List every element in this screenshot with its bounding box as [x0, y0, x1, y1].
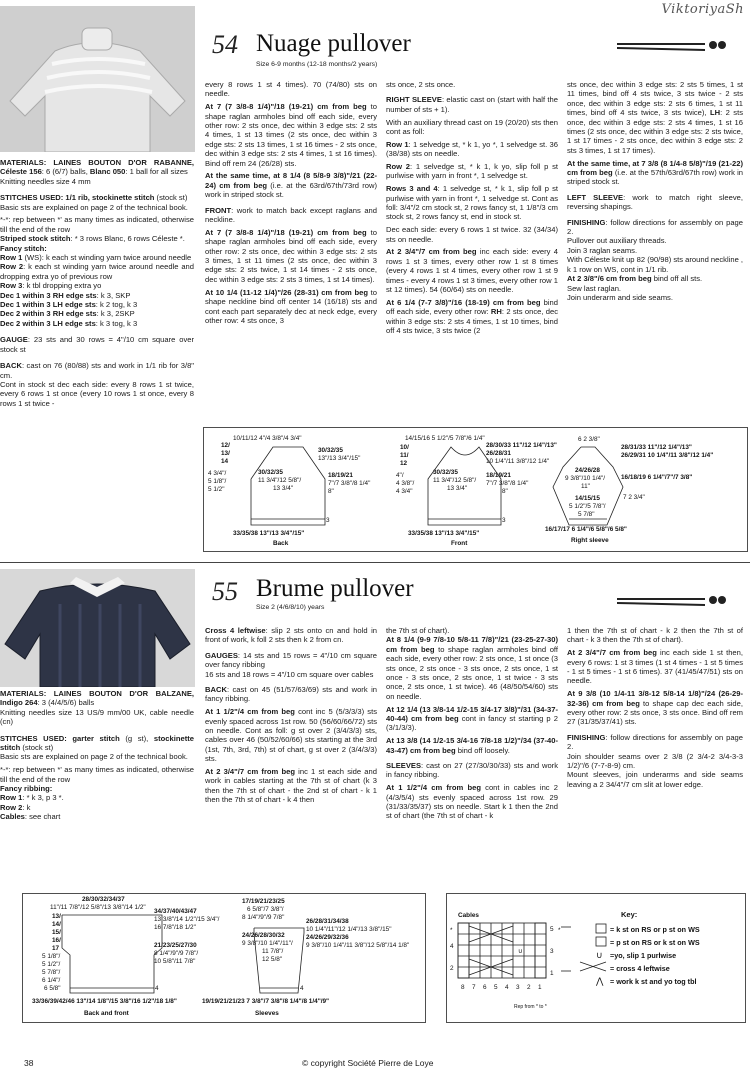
- text: Join 3 raglan seams.: [567, 245, 638, 255]
- heading: At the same time, at 8 1/4 (8 5/8-9 3/8)"/21 (22-24) cm from beg: [205, 171, 377, 190]
- schematic-label: Front: [451, 540, 468, 547]
- finishing-heading: FINISHING: [567, 217, 606, 227]
- dimension-label: 3: [502, 517, 506, 524]
- chart-row-label: 5: [550, 926, 554, 933]
- text: 16 sts and 18 rows = 4"/10 cm square over cables: [205, 669, 374, 679]
- dimension-label: 4 3/8"/: [396, 480, 415, 487]
- heading: At 13 3/8 (14 1/2-15 3/4-16 7/8-18 1/2)"/34 (37-40-43-47) cm from beg: [386, 736, 558, 755]
- dimension-label: 33/36/39/42/46 13"/14 1/8"/15 3/8"/16 1/2"/18 1/8": [32, 998, 177, 1005]
- row-label: Row 1: [0, 253, 23, 263]
- dimension-label: 13/: [221, 450, 230, 457]
- dimension-label: 8": [502, 488, 508, 495]
- heading: At 9 3/8 (10 1/4-11 3/8-12 5/8-14 1/8)"/24 (26-29-32-36) cm from beg: [567, 689, 743, 708]
- dimension-label: 3: [326, 517, 330, 524]
- dimension-label: 4 3/4"/: [208, 470, 227, 477]
- text: to shape cap dec each side, every other row: 2 sts once, 3 sts once. Bind off rem 27 (31/35/37/41) sts.: [567, 698, 743, 727]
- dimension-label: 5 1/8"/: [42, 953, 61, 960]
- pattern-55-size: Size 2 (4/6/8/10) years: [256, 604, 325, 611]
- tbl-symbol-icon: ⋀: [596, 976, 604, 986]
- back-heading: BACK: [0, 361, 22, 371]
- text: cont inc 5 (5/3/3/3) sts evenly spaced across 1st row. 50 (56/60/66/72) sts on needle. Cont as foll: g st over 2 (3/4/3/3) sts, cables over 46 (50/52/60/66) sts starting at the 3rd (1st, 7th, 3rd, 7th) st of chart, g st over 2 (3/4/3/3) sts.: [205, 707, 377, 764]
- fancy-heading: Fancy stitch:: [0, 243, 47, 253]
- chart-col-label: 1: [538, 984, 542, 991]
- brume-pullover-photo: [0, 569, 195, 687]
- heading: Cross 4 leftwise: [205, 626, 266, 635]
- dimension-label: 5 1/2": [208, 486, 225, 493]
- heading: At 7 (7 3/8-8 1/4)"/18 (19-21) cm from beg: [205, 102, 367, 112]
- dimension-label: 10/: [400, 444, 409, 451]
- row-label: Dec 2 within 3 LH edge sts: [0, 318, 96, 328]
- chart-row-label: 1: [550, 970, 554, 977]
- knit-symbol-icon: [596, 924, 606, 933]
- needles-text: Knitting needles size 13 US/9 mm/00 UK, cable needle (cn): [0, 707, 194, 727]
- materials-text: : 3 (4/4/5/6) balls: [37, 698, 95, 708]
- row-label: Dec 1 within 3 RH edge sts: [0, 290, 97, 300]
- stitches-heading: STITCHES USED: 1/1 rib, stockinette stitch: [0, 193, 155, 203]
- text: : cast on 27 (27/30/30/33) sts and work in fancy ribbing.: [386, 761, 558, 780]
- dimension-label: 17: [52, 945, 60, 952]
- rh-label: RH: [490, 307, 502, 317]
- row-text: : * k 3, p 3 *.: [22, 793, 64, 803]
- dimension-label: 8 1/4"/9"/9 7/8"/: [154, 950, 199, 957]
- row-text: : k 3 tog, k 3: [95, 318, 138, 328]
- schematic-label: Right sleeve: [571, 537, 609, 544]
- text: inc 1 st each side and work in cables starting at the 7th st of chart (k 3 then the 7th st of chart - the 2nd st of chart - k 1 then the 7th st of chart - k 4 then: [205, 767, 377, 805]
- pattern-55-number: 55: [212, 577, 238, 606]
- p55-column-1: [0, 689, 194, 825]
- text: With Céleste knit up 82 (90/98) sts around neckline , k 1 row on WS, cont in 1/1 rib.: [567, 255, 744, 274]
- dimension-label: 11 3/4"/12 5/8"/: [433, 477, 477, 484]
- heading: At 2 3/8"/6 cm from beg: [567, 274, 652, 284]
- heading: At 1 1/2"/4 cm from beg: [386, 783, 481, 793]
- row-text: : k 3, SKP: [96, 290, 131, 300]
- dimension-label: 4"/: [396, 472, 404, 479]
- back-schematic: [208, 435, 370, 547]
- heading: At 12 1/4 (13 3/8-14 1/2-15 3/4-17 3/8)"/31 (34-37-40-44) cm from beg: [386, 704, 558, 724]
- basic-text: Basic sts are explained on page 2 of the technical book.: [0, 202, 188, 212]
- lh-label: LH: [709, 108, 721, 118]
- text: : 1 selvedge st, * k 1, yo *, 1 selvedge st. 36 (38/38) sts on needle.: [386, 139, 558, 159]
- stitches-heading: stockinette stitch: [0, 733, 194, 753]
- row-text: : k 2 tog, k 3: [95, 300, 138, 310]
- text: 1 then the 7th st of chart - k 2 then the 7th st of chart - k 3 then the 7th st of chart).: [567, 626, 743, 645]
- dimension-label: 24/26/28: [575, 467, 600, 474]
- text: With an auxiliary thread cast on 19 (20/20) sts then cont as foll:: [386, 117, 558, 137]
- heading: At 8 1/4 (9-9 7/8-10 5/8-11 7/8)"/21 (23-25-27-30) cm from beg: [386, 635, 558, 654]
- text: to shape raglan armholes bind off each side, every other row: 2 sts once, 1 st once (3 sts once, 2 sts once - 3 sts once, 2 sts once, 1 st once - 3 sts once, 2 sts once, 1 st twice - 3 sts once, 2 sts once, 1 st twice). 46 (48/50/54/60) sts on needle.: [386, 644, 559, 701]
- p54-column-4: [567, 80, 743, 306]
- pattern-55-title: Brume pullover: [256, 575, 414, 602]
- basic-text: Basic sts are explained on page 2 of the technical book.: [0, 752, 188, 762]
- rep-text: *-*: rep between *' as many times as indicated, otherwise till the end of the row: [0, 215, 194, 234]
- text: every 8 rows 1 st 4 times). 70 (74/80) sts on needle.: [205, 80, 377, 99]
- section-divider: [0, 562, 750, 563]
- heading: At 2 3/4"/7 cm from beg: [205, 767, 295, 777]
- chart-symbol: ∪: [518, 948, 523, 955]
- watermark: ViktoriyaSh: [661, 2, 744, 17]
- heading: At 2 3/4"/7 cm from beg: [386, 247, 477, 257]
- text: Join shoulder seams over 2 3/8 (2 3/4-2 3/4-3-3 1/2)"/6 (7-7-8-9) cm.: [567, 751, 743, 771]
- heading: Row 1: [386, 139, 409, 149]
- text: bind off each side, every other row:: [386, 297, 558, 317]
- dimension-label: 19/19/21/21/23 7 3/8"/7 3/8"/8 1/4"/8 1/4"/9": [202, 998, 330, 1005]
- nuage-pullover-photo: [0, 6, 195, 152]
- p55-column-2: [205, 626, 377, 808]
- text: inc each side: every 4 rows 1 st 3 times, every other row 1 st 8 times (every 4 rows 1 st 4 times, every other row 1 st 9 times - every 4 rows 1 st 3 times, every other row 1 st 12 times). 54 (60/64) sts on needle.: [386, 247, 558, 295]
- dimension-label: 10 5/8"/11 7/8": [154, 958, 196, 965]
- schematic-label: Back and front: [84, 1010, 129, 1017]
- materials-text: : 6 (6/7) balls,: [41, 167, 90, 177]
- heading: Row 2: [386, 162, 411, 172]
- materials-blanc-text: : 1 ball for all sizes: [125, 167, 188, 177]
- dimension-label: 16 7/8"/18 1/2": [154, 924, 196, 931]
- dimension-label: 4: [155, 985, 159, 992]
- right-sleeve-heading: RIGHT SLEEVE: [386, 95, 442, 105]
- pattern-54-title: Nuage pullover: [256, 30, 411, 57]
- heading: At the same time, at 7 3/8 (8 1/4-8 5/8)"/19 (21-22) cm from beg: [567, 158, 743, 178]
- dimension-label: 7 2 3/4": [623, 494, 645, 501]
- body-schematic: [32, 896, 220, 1017]
- chart-col-label: 6: [483, 984, 487, 991]
- text: cont in fancy st starting p 2 (3/1/3/3).: [386, 714, 558, 733]
- dimension-label: 12 5/8": [262, 956, 283, 963]
- text: (i.e. at the 63rd/67th/73rd row) work in striped stock st.: [205, 180, 377, 200]
- dimension-label: 34/37/40/43/47: [154, 908, 197, 915]
- dimension-label: 11 7/8"/: [262, 948, 284, 955]
- page-number: 38: [24, 1058, 34, 1068]
- sleeves-schematic: [202, 898, 409, 1017]
- row-text: (WS): k each st winding yarn twice around needle: [22, 253, 192, 263]
- dimension-label: 7"/7 3/8"/8 1/4": [486, 480, 529, 487]
- dimension-label: 5 1/2"/: [42, 961, 61, 968]
- text: : work to match right sleeve, reversing shapings.: [567, 192, 743, 212]
- dimension-label: 6 2 3/8": [578, 436, 600, 443]
- key-title: Key:: [621, 910, 638, 919]
- dimension-label: 6 5/8"/7 3/8"/: [247, 906, 284, 913]
- striped-heading: Striped stock stitch: [0, 234, 71, 244]
- chart-key: [580, 910, 700, 986]
- dimension-label: 9 3/8"/10 1/4"/: [565, 475, 606, 482]
- front-schematic: [396, 435, 557, 547]
- front-heading: FRONT: [205, 205, 232, 215]
- materials-heading: MATERIALS: LAINES BOUTON D'OR RABANNE, Céleste 156: [0, 158, 194, 177]
- heading: At 2 3/4"/7 cm from beg: [567, 648, 657, 658]
- row-label: Dec 2 within 3 RH edge sts: [0, 309, 97, 319]
- text: the 7th st of chart).: [386, 626, 450, 635]
- pattern-54-number: 54: [212, 30, 238, 59]
- text: Dec each side: every 6 rows 1 st twice. 32 (34/34) sts on needle.: [386, 225, 558, 244]
- text: to shape raglan armholes bind off each side, every other row: 2 sts once, dec within 3 edge sts: 2 sts 4 times, 1 st 13 times (2 sts once, dec within 3 edge sts: 2 sts 13 times, 1 st 16 times - 2 sts once, dec within 3 edge sts: 2 sts 4 times, 1 st 16 times). Bind off rem 24 (26/28) sts.: [205, 102, 377, 168]
- dimension-label: 4: [300, 985, 304, 992]
- text: : 2 sts once, dec within 3 edge sts: 2 sts 4 times, 1 st 10 times, bind off 4 sts twice, 3 sts twice (2: [386, 307, 558, 336]
- materials-heading: MATERIALS: LAINES BOUTON D'OR BALZANE, Indigo 264: [0, 689, 194, 708]
- row-label: Row 2: [0, 802, 23, 812]
- cables-label: Cables: [0, 812, 25, 822]
- dimension-label: 14: [221, 458, 229, 465]
- dimension-label: 13 3/8"/14 1/2"/15 3/4"/: [154, 916, 220, 923]
- text: : follow directions for assembly on page 2.: [567, 217, 743, 237]
- cross-symbol-icon: [580, 962, 606, 971]
- rep-text: *-*: rep between *' as many times as indicated, otherwise till the end of the row: [0, 765, 194, 784]
- text: inc each side 1 st then, every 6 rows: 1 st 3 times (1 st 4 times - 1 st 5 times - 1 st 5 times - 1 st 6 times). 37 (41/45/47/51) sts on needle.: [567, 648, 743, 686]
- text: sts once, 2 sts once.: [386, 80, 456, 89]
- dimension-label: 8 1/4"/9"/9 7/8": [242, 914, 285, 921]
- gauge-text: : 23 sts and 30 rows = 4"/10 cm square over stock st: [0, 335, 194, 354]
- knitting-needles-icon: [617, 590, 727, 610]
- dimension-label: 10/11/12 4"/4 3/8"/4 3/4": [233, 435, 302, 442]
- back-heading: BACK: [205, 685, 227, 695]
- chart-col-label: 4: [505, 984, 509, 991]
- sweater-illustration: [0, 6, 195, 152]
- row-label: Row 1: [0, 793, 23, 803]
- schematic-label: Back: [273, 540, 289, 547]
- chart-grid: [458, 923, 546, 978]
- chart-row-label: 3: [550, 948, 554, 955]
- chart-row-label: 2: [450, 965, 454, 972]
- gauges-heading: GAUGES: [205, 650, 238, 660]
- dimension-label: 4 3/4": [396, 488, 413, 495]
- dimension-label: 24/26/28/30/32: [242, 932, 285, 939]
- key-item: = work k st and yo tog tbl: [610, 977, 697, 986]
- dimension-label: 13 3/4": [447, 485, 468, 492]
- stitches-text: (stock st): [20, 743, 54, 753]
- chart-col-label: 5: [494, 984, 498, 991]
- text: (i.e. at the 57th/63rd/67th row) work in striped stock st.: [567, 168, 743, 187]
- dimension-label: 12/: [221, 442, 230, 449]
- dimension-label: 17/19/21/23/25: [242, 898, 285, 905]
- dimension-label: 26/29/31 10 1/4"/11 3/8"/12 1/4": [621, 452, 714, 459]
- stitches-text: (stock st): [154, 193, 188, 203]
- dimension-label: 15/: [52, 929, 61, 936]
- text: sts once, dec within 3 edge sts: 2 sts 5 times, 1 st 11 times, bind off 4 sts twice, 3 sts twice - 2 sts once, dec within 3 edge sts: 2 sts 6 times, 1 st 11 times, bind off 4 sts twice, 3 sts twice),: [567, 80, 743, 118]
- dimension-label: 26/28/31/34/38: [306, 918, 349, 925]
- text: Pullover out auxiliary threads.: [567, 236, 667, 246]
- row-label: Dec 1 within 3 LH edge sts: [0, 300, 96, 310]
- dimension-label: 6 1/4"/: [42, 977, 61, 984]
- dimension-label: 18/19/21: [328, 472, 353, 479]
- p55-schematics: [22, 893, 426, 1023]
- dimension-label: 28/31/33 11"/12 1/4"/13": [621, 444, 692, 451]
- row-label: Row 2: [0, 262, 24, 272]
- chart-col-label: 3: [516, 984, 520, 991]
- fancy-heading: Fancy ribbing:: [0, 784, 53, 794]
- dimension-label: 28/30/32/34/37: [82, 896, 125, 903]
- dimension-label: 30/32/35: [258, 469, 283, 476]
- knitting-needles-icon: [617, 35, 727, 55]
- text: : 1 selvedge st, * k 1, k yo, slip foll p st purlwise with yarn in front *, 1 selvedge st.: [386, 162, 558, 181]
- text: : 1 selvedge st, * k 1, slip foll p st purlwise with yarn in front *, 1 selvedge st. Cont as foll: 3/4"/2 cm stock st, 2 rows fancy st, 1 1/8"/3 cm stock st, 2 rows fancy st, end in stock st.: [386, 184, 558, 222]
- row-text: : k tbl dropping extra yo: [22, 281, 102, 291]
- chart-row-label: 4: [450, 943, 454, 950]
- dimension-label: 18/19/21: [486, 472, 511, 479]
- chart-col-label: 8: [461, 984, 465, 991]
- dimension-label: 5 1/2"/5 7/8"/: [569, 503, 606, 510]
- chart-col-label: 2: [527, 984, 531, 991]
- dimension-label: 16/: [52, 937, 61, 944]
- dimension-label: 8": [328, 488, 334, 495]
- dimension-label: 16/18/19 6 1/4"/7"/7 3/8": [621, 474, 693, 481]
- heading: At 6 1/4 (7-7 3/8)"/16 (18-19) cm from beg: [386, 297, 541, 307]
- text: : 2 sts once, dec within 3 edge sts: 2 sts 4 times, 1 st 16 times (2 sts once, dec within 3 edge sts: 2 sts twice, 1 st 17 times - 2 sts once, dec within 3 edge sts: 2 sts 3 times, 1 st 17 times).: [567, 108, 744, 155]
- dimension-label: 13 3/4": [273, 485, 294, 492]
- dimension-label: 5 1/8"/: [208, 478, 227, 485]
- stitches-heading: STITCHES USED: garter stitch: [0, 733, 120, 743]
- back-cont-text: Cont in stock st dec each side: every 8 rows 1 st twice, every 6 rows 1 st once (every 10 rows 1 st once, every 8 rows 1 st twice -: [0, 379, 194, 408]
- dimension-label: 14/15/15: [575, 495, 600, 502]
- heading: At 7 (7 3/8-8 1/4)"/18 (19-21) cm from beg: [205, 227, 367, 237]
- dimension-label: 5 7/8": [578, 511, 595, 518]
- text: : follow directions for assembly on page 2.: [567, 732, 743, 752]
- text: : cast on 45 (51/57/63/69) sts and work in fancy ribbing.: [205, 685, 377, 704]
- text: to shape neckline bind off center 14 (16/18) sts and cont each part separately dec at neck edge, every other row: 4 sts once, 3: [205, 287, 377, 325]
- purl-symbol-icon: [596, 937, 606, 946]
- text: bind off loosely.: [455, 745, 510, 755]
- dimension-label: 7"/7 3/8"/8 1/4": [328, 480, 371, 487]
- text: Mount sleeves, join underarms and side seams leaving a 2 34/4"/7 cm slit at lower edge.: [567, 770, 743, 789]
- key-item: = k st on RS or p st on WS: [610, 925, 700, 934]
- sweater-illustration: [0, 569, 195, 687]
- text: Join underarm and side seams.: [567, 292, 673, 302]
- row-text: : k: [22, 802, 31, 812]
- pattern-54-size: Size 6-9 months (12-18 months/2 years): [256, 61, 378, 68]
- row-label: Row 3: [0, 281, 23, 291]
- heading: At 1 1/2"/4 cm from beg: [205, 707, 295, 717]
- dimension-label: 6 5/8": [44, 985, 61, 992]
- dimension-label: 13/: [52, 913, 61, 920]
- dimension-label: 10 1/4"/11 3/8"/12 1/4": [486, 458, 550, 465]
- back-text: : cast on 76 (80/88) sts and work in 1/1 rib for 3/8" cm.: [0, 361, 194, 380]
- p55-column-3: [386, 626, 558, 824]
- striped-text: : * 3 rows Blanc, 6 rows Céleste *.: [70, 234, 185, 244]
- finishing-heading: FINISHING: [567, 732, 606, 742]
- p54-column-1: [0, 158, 194, 412]
- dimension-label: 30/32/35: [318, 447, 343, 454]
- dimension-label: 5 7/8"/: [42, 969, 61, 976]
- cables-chart: [446, 893, 746, 1023]
- dimension-label: 9 3/8"/10 1/4"/11"/: [242, 940, 293, 947]
- sleeve-schematic: [545, 436, 713, 544]
- dimension-label: 14/: [52, 921, 61, 928]
- dimension-label: 10 1/4"/11"/12 1/4"/13 3/8"/15": [306, 926, 392, 933]
- dimension-label: 14/15/16 5 1/2"/5 7/8"/6 1/4": [405, 435, 485, 442]
- dimension-label: 26/28/31: [486, 450, 511, 457]
- row-text: : k each st winding yarn twice around needle and dropping extra yo of previous row: [0, 262, 194, 281]
- key-item: =yo, slip 1 purlwise: [610, 951, 677, 960]
- dimension-label: 11": [581, 483, 590, 490]
- left-sleeve-heading: LEFT SLEEVE: [567, 192, 624, 202]
- asterisk: *: [558, 927, 561, 934]
- text: : work to match back except raglans and neckline.: [205, 205, 377, 225]
- dimension-label: 11 3/4"/12 5/8"/: [258, 477, 302, 484]
- dimension-label: 12: [400, 460, 408, 467]
- copyright: © copyright Société Pierre de Loye: [302, 1058, 434, 1068]
- materials-blanc: Blanc 050: [89, 167, 126, 177]
- yo-symbol-icon: ∪: [596, 950, 603, 960]
- cables-text: : see chart: [24, 812, 61, 822]
- dimension-label: 21/23/25/27/30: [154, 942, 197, 949]
- text: : 14 sts and 15 rows = 4"/10 cm square over fancy ribbing: [205, 650, 377, 670]
- p54-schematics: [203, 427, 748, 552]
- dimension-label: 30/32/35: [433, 469, 458, 476]
- dimension-label: 33/35/38 13"/13 3/4"/15": [408, 530, 480, 537]
- p54-column-3: [386, 80, 558, 339]
- dimension-label: 13"/13 3/4"/15": [318, 455, 361, 462]
- needles-text: Knitting needles size 4 mm: [0, 176, 91, 186]
- key-item: = cross 4 leftwise: [610, 964, 670, 973]
- chart-title: Cables: [458, 912, 479, 919]
- heading: At 10 1/4 (11-12 1/4)"/26 (28-31) cm from beg: [205, 287, 368, 297]
- text: : slip 2 sts onto cn and hold in front of work, k foll 2 sts then k 2 from cn.: [205, 626, 378, 645]
- text: bind off all sts.: [651, 274, 703, 284]
- text: : elastic cast on (start with half the number of sts + 1).: [386, 95, 558, 114]
- text: cont in cables inc 2 (4/3/5/4) sts evenly spaced across 1st row. 29 (31/33/35/37) sts on needle. Start k 1 then the 2nd st of chart (the 7th st of chart - k: [386, 783, 558, 821]
- gauge-heading: GAUGE: [0, 335, 28, 345]
- heading: Rows 3 and 4: [386, 184, 438, 194]
- stitches-text: (g st),: [119, 733, 154, 743]
- repeat-note: Rep from * to *: [514, 1004, 547, 1010]
- p55-column-4: [567, 626, 743, 793]
- dimension-label: 9 3/8"/10 1/4"/11 3/8"/12 5/8"/14 1/8": [306, 942, 410, 949]
- schematic-label: Sleeves: [255, 1010, 279, 1017]
- dimension-label: 11"/11 7/8"/12 5/8"/13 3/8"/14 1/2": [50, 904, 146, 911]
- p54-column-2: [205, 80, 377, 329]
- asterisk: *: [450, 927, 453, 934]
- dimension-label: 28/30/33 11"/12 1/4"/13": [486, 442, 557, 449]
- chart-col-label: 7: [472, 984, 476, 991]
- dimension-label: 11/: [400, 452, 409, 459]
- dimension-label: 16/17/17 6 1/4"/6 5/8"/6 5/8": [545, 526, 627, 533]
- dimension-label: 33/35/38 13"/13 3/4"/15": [233, 530, 305, 537]
- row-text: : k 3, 2SKP: [96, 309, 135, 319]
- dimension-label: 24/26/29/32/36: [306, 934, 349, 941]
- text: to shape raglan armholes bind off each side, every other row: 2 sts once, dec within 3 edge sts: 2 sts 3 times, 1 st 11 times (2 sts once, dec within 3 edge sts: 2 sts twice, 1 st 14 times - 2 sts once, dec within 3 edge sts: 2 sts 3 times, 1 st 14 times).: [205, 227, 377, 284]
- sleeves-heading: SLEEVES: [386, 761, 422, 771]
- key-item: = p st on RS or k st on WS: [610, 938, 700, 947]
- text: Sew last raglan.: [567, 283, 622, 293]
